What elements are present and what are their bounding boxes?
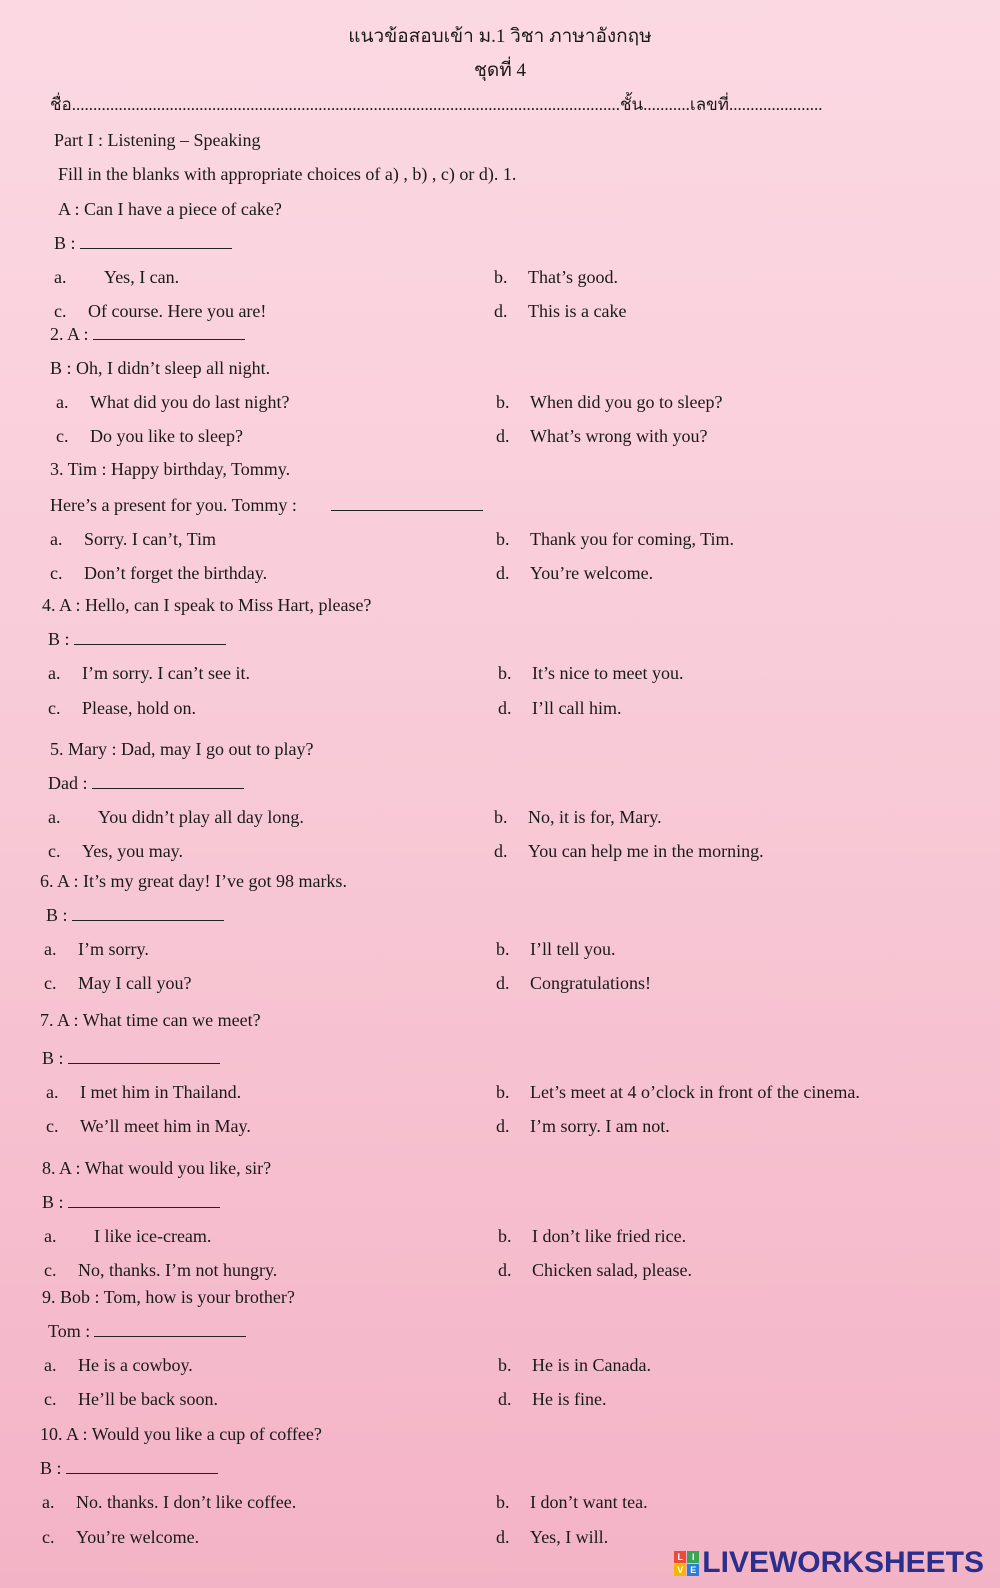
question-6-line-1 — [40, 870, 347, 892]
option-letter: c. — [54, 301, 67, 321]
question-1-line-1 — [58, 198, 282, 220]
option-text: Yes, you may. — [82, 841, 184, 861]
answer-blank[interactable] — [80, 232, 232, 249]
question-10-line-2 — [40, 1457, 218, 1479]
option-text: He is in Canada. — [532, 1355, 651, 1375]
dialogue-text: 8. A : What would you like, sir? — [42, 1158, 272, 1178]
question-3-line-2 — [50, 494, 483, 516]
question-4-line-2 — [48, 628, 226, 650]
worksheet-set: ชุดที่ 4 — [473, 60, 526, 81]
question-5-line-2 — [48, 772, 244, 794]
option-text: You didn’t play all day long. — [98, 807, 304, 827]
option-letter: b. — [498, 1226, 512, 1246]
dialogue-text: 5. Mary : Dad, may I go out to play? — [50, 739, 314, 759]
option-letter: b. — [496, 1492, 510, 1512]
question-1-line-2 — [54, 232, 232, 254]
logo-mark-icon — [674, 1551, 699, 1576]
option-letter: b. — [496, 529, 510, 549]
option-letter: c. — [48, 841, 61, 861]
option-letter: d. — [498, 698, 512, 718]
option-letter: d. — [496, 563, 510, 583]
dialogue-text: 10. A : Would you like a cup of coffee? — [40, 1424, 322, 1444]
dialogue-text: A : Can I have a piece of cake? — [58, 199, 282, 219]
question-4-line-1 — [42, 594, 371, 616]
dialogue-text: 6. A : It’s my great day! I’ve got 98 marks. — [40, 871, 347, 891]
option-text: I like ice-cream. — [94, 1226, 212, 1246]
question-2-option-c[interactable] — [56, 425, 243, 447]
option-letter: c. — [42, 1527, 55, 1547]
question-7-option-c[interactable] — [46, 1115, 251, 1137]
option-letter: d. — [496, 1527, 510, 1547]
dialogue-text: B : — [48, 629, 70, 649]
option-text: Yes, I can. — [104, 267, 180, 287]
dialogue-text: B : — [42, 1048, 64, 1068]
question-2-option-b[interactable] — [496, 391, 722, 413]
option-letter: c. — [44, 973, 57, 993]
option-text: When did you go to sleep? — [530, 392, 723, 412]
dialogue-text: B : — [42, 1192, 64, 1212]
option-letter: a. — [42, 1492, 55, 1512]
question-7-line-2 — [42, 1047, 220, 1069]
option-text: I’ll tell you. — [530, 939, 616, 959]
part-heading: Part I : Listening – Speaking — [54, 130, 261, 150]
dialogue-text: 7. A : What time can we meet? — [40, 1010, 261, 1030]
question-10-line-1 — [40, 1423, 322, 1445]
option-letter: d. — [494, 301, 508, 321]
option-text: No, it is for, Mary. — [528, 807, 662, 827]
question-2-line-1 — [50, 323, 245, 345]
option-letter: a. — [54, 267, 67, 287]
answer-blank[interactable] — [66, 1457, 218, 1474]
question-4-option-b[interactable] — [498, 662, 683, 684]
question-4-option-d[interactable] — [498, 697, 621, 719]
option-text: Sorry. I can’t, Tim — [84, 529, 217, 549]
question-9-option-d[interactable] — [498, 1388, 606, 1410]
option-letter: a. — [44, 1355, 57, 1375]
answer-blank[interactable] — [93, 323, 245, 340]
option-text: What’s wrong with you? — [530, 426, 708, 446]
question-2-line-2 — [50, 357, 270, 379]
question-7-option-b[interactable] — [496, 1081, 860, 1103]
liveworksheets-logo — [674, 1546, 984, 1580]
option-text: What did you do last night? — [90, 392, 290, 412]
option-text: We’ll meet him in May. — [80, 1116, 251, 1136]
option-text: You’re welcome. — [76, 1527, 200, 1547]
option-text: I’m sorry. I am not. — [530, 1116, 670, 1136]
option-text: That’s good. — [528, 267, 618, 287]
logo-tile: I — [687, 1551, 699, 1563]
option-letter: a. — [56, 392, 69, 412]
question-5-line-1 — [50, 738, 313, 760]
question-9-option-b[interactable] — [498, 1354, 651, 1376]
dialogue-text: 3. Tim : Happy birthday, Tommy. — [50, 459, 291, 479]
question-7-option-a[interactable] — [46, 1081, 241, 1103]
question-9-line-2 — [48, 1320, 246, 1342]
question-3-option-d[interactable] — [496, 562, 653, 584]
question-5-option-b[interactable] — [494, 806, 662, 828]
question-1-option-d[interactable] — [494, 300, 626, 322]
instruction: Fill in the blanks with appropriate choices of a) , b) , c) or d). 1. — [58, 164, 517, 184]
dialogue-text: Here’s a present for you. Tommy : — [50, 495, 297, 515]
option-letter: a. — [50, 529, 63, 549]
option-text: He’ll be back soon. — [78, 1389, 218, 1409]
option-letter: d. — [496, 1116, 510, 1136]
dialogue-text: 4. A : Hello, can I speak to Miss Hart, please? — [42, 595, 372, 615]
option-letter: c. — [46, 1116, 59, 1136]
question-6-line-2 — [46, 904, 224, 926]
question-9-option-c[interactable] — [44, 1388, 218, 1410]
option-letter: b. — [498, 1355, 512, 1375]
option-letter: d. — [496, 973, 510, 993]
answer-blank[interactable] — [74, 628, 226, 645]
option-letter: b. — [494, 807, 508, 827]
option-text: No, thanks. I’m not hungry. — [78, 1260, 278, 1280]
question-8-option-c[interactable] — [44, 1259, 277, 1281]
question-5-option-d[interactable] — [494, 840, 764, 862]
option-text: Of course. Here you are! — [88, 301, 267, 321]
question-7-option-d[interactable] — [496, 1115, 670, 1137]
option-letter: c. — [56, 426, 69, 446]
question-3-option-b[interactable] — [496, 528, 734, 550]
question-9-option-a[interactable] — [44, 1354, 193, 1376]
question-3-line-1 — [50, 458, 290, 480]
option-text: Do you like to sleep? — [90, 426, 243, 446]
question-10-option-c[interactable] — [42, 1526, 199, 1548]
option-letter: b. — [496, 392, 510, 412]
answer-blank[interactable] — [68, 1047, 220, 1064]
question-5-option-a[interactable] — [48, 806, 304, 828]
option-text: Please, hold on. — [82, 698, 196, 718]
logo-tile: V — [674, 1564, 686, 1576]
option-text: This is a cake — [528, 301, 627, 321]
question-1-option-a[interactable] — [54, 266, 179, 288]
option-letter: a. — [44, 1226, 57, 1246]
option-text: I’m sorry. — [78, 939, 149, 959]
dialogue-text: B : Oh, I didn’t sleep all night. — [50, 358, 271, 378]
option-text: I don’t want tea. — [530, 1492, 648, 1512]
question-2-option-a[interactable] — [56, 391, 289, 413]
dialogue-text: 2. A : — [50, 324, 89, 344]
question-8-line-1 — [42, 1157, 271, 1179]
question-2-option-d[interactable] — [496, 425, 707, 447]
option-text: I’ll call him. — [532, 698, 622, 718]
option-letter: b. — [494, 267, 508, 287]
option-letter: b. — [498, 663, 512, 683]
option-text: I don’t like fried rice. — [532, 1226, 687, 1246]
option-letter: c. — [48, 698, 61, 718]
option-text: He is a cowboy. — [78, 1355, 193, 1375]
option-letter: a. — [46, 1082, 59, 1102]
option-text: He is fine. — [532, 1389, 607, 1409]
option-letter: d. — [494, 841, 508, 861]
logo-tile: L — [674, 1551, 686, 1563]
answer-blank[interactable] — [68, 1191, 220, 1208]
answer-blank[interactable] — [72, 904, 224, 921]
question-1-option-b[interactable] — [494, 266, 618, 288]
option-text: I met him in Thailand. — [80, 1082, 242, 1102]
answer-blank[interactable] — [92, 772, 244, 789]
question-8-option-d[interactable] — [498, 1259, 692, 1281]
dialogue-text: Tom : — [48, 1321, 91, 1341]
option-text: Don’t forget the birthday. — [84, 563, 268, 583]
name-line[interactable]: ชื่อ.................................................................................................................................ชั้น...........เลขที่...................... — [50, 95, 823, 114]
option-text: You can help me in the morning. — [528, 841, 764, 861]
dialogue-text: 9. Bob : Tom, how is your brother? — [42, 1287, 295, 1307]
question-6-option-b[interactable] — [496, 938, 615, 960]
option-letter: c. — [44, 1389, 57, 1409]
option-letter: b. — [496, 1082, 510, 1102]
option-letter: d. — [498, 1389, 512, 1409]
dialogue-text: B : — [54, 233, 76, 253]
option-letter: c. — [44, 1260, 57, 1280]
option-letter: a. — [48, 807, 61, 827]
option-letter: d. — [496, 426, 510, 446]
dialogue-text: B : — [40, 1458, 62, 1478]
question-3-option-c[interactable] — [50, 562, 267, 584]
question-9-line-1 — [42, 1286, 295, 1308]
question-6-option-d[interactable] — [496, 972, 651, 994]
option-letter: a. — [44, 939, 57, 959]
option-text: I’m sorry. I can’t see it. — [82, 663, 250, 683]
worksheet-title: แนวข้อสอบเข้า ม.1 วิชา ภาษาอังกฤษ — [348, 26, 652, 47]
dialogue-text: Dad : — [48, 773, 88, 793]
option-text: You’re welcome. — [530, 563, 654, 583]
option-letter: c. — [50, 563, 63, 583]
question-5-option-c[interactable] — [48, 840, 183, 862]
dialogue-text: B : — [46, 905, 68, 925]
question-6-option-c[interactable] — [44, 972, 191, 994]
question-10-option-a[interactable] — [42, 1491, 296, 1513]
logo-text: LIVEWORKSHEETS — [702, 1546, 984, 1579]
answer-blank[interactable] — [331, 494, 483, 511]
question-6-option-a[interactable] — [44, 938, 149, 960]
question-10-option-d[interactable] — [496, 1526, 608, 1548]
option-letter: d. — [498, 1260, 512, 1280]
question-8-option-a[interactable] — [44, 1225, 211, 1247]
option-text: Congratulations! — [530, 973, 651, 993]
question-8-line-2 — [42, 1191, 220, 1213]
question-8-option-b[interactable] — [498, 1225, 686, 1247]
option-text: Thank you for coming, Tim. — [530, 529, 735, 549]
option-text: Let’s meet at 4 o’clock in front of the cinema. — [530, 1082, 860, 1102]
question-1-option-c[interactable] — [54, 300, 266, 322]
question-7-line-1 — [40, 1009, 261, 1031]
question-4-option-a[interactable] — [48, 662, 250, 684]
option-text: No. thanks. I don’t like coffee. — [76, 1492, 297, 1512]
option-text: Chicken salad, please. — [532, 1260, 692, 1280]
option-letter: b. — [496, 939, 510, 959]
option-text: Yes, I will. — [530, 1527, 609, 1547]
option-text: May I call you? — [78, 973, 192, 993]
option-letter: a. — [48, 663, 61, 683]
logo-tile: E — [687, 1564, 699, 1576]
option-text: It’s nice to meet you. — [532, 663, 684, 683]
answer-blank[interactable] — [94, 1320, 246, 1337]
question-3-option-a[interactable] — [50, 528, 216, 550]
question-4-option-c[interactable] — [48, 697, 196, 719]
question-10-option-b[interactable] — [496, 1491, 648, 1513]
